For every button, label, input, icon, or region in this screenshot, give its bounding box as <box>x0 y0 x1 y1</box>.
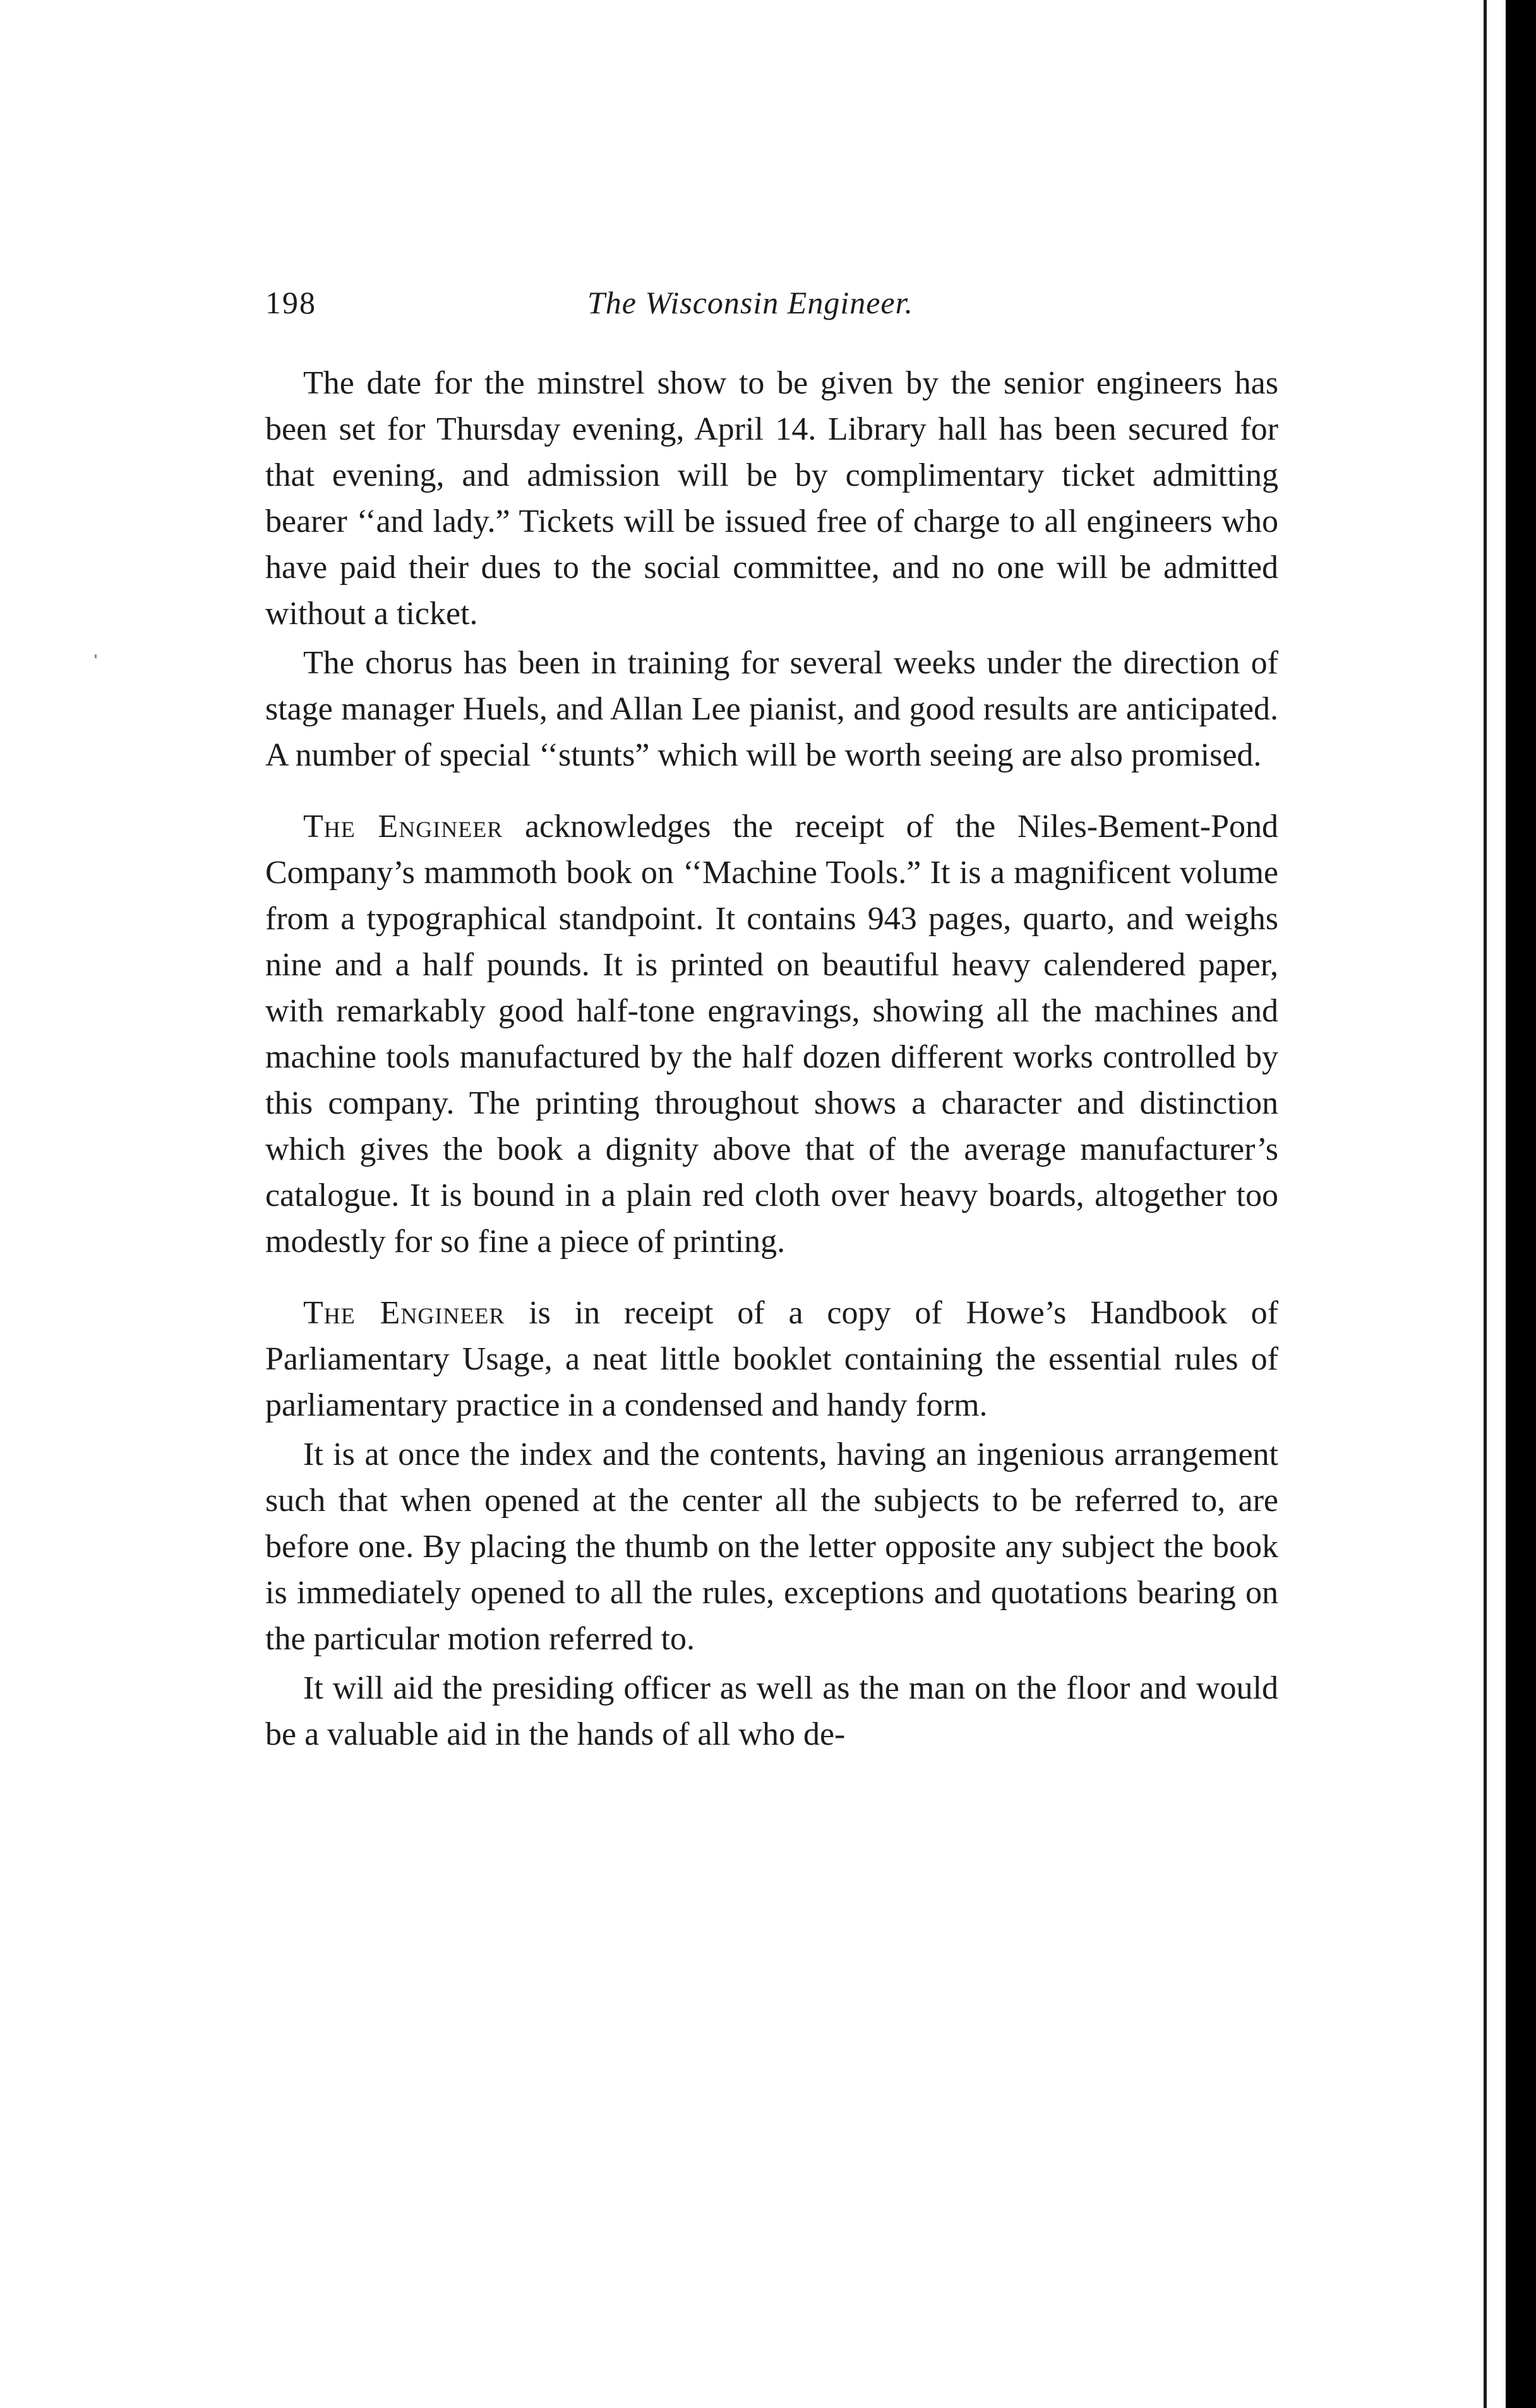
paragraph-howes-handbook <box>265 1290 1278 1428</box>
paragraph-text: is in receipt of a copy of Howe’s Handbook of Parliamentary Usage, a neat little booklet containing the essential rules of parliamentary practice in a condensed and handy form. <box>265 1295 1278 1423</box>
article-body <box>265 360 1278 1757</box>
paragraph-minstrel-show <box>265 360 1278 637</box>
paragraph-machine-tools <box>265 804 1278 1265</box>
paragraph-lead: The Engineer <box>303 1295 505 1331</box>
paragraph-presiding-officer <box>265 1665 1278 1757</box>
paragraph-index-contents <box>265 1431 1278 1662</box>
paragraph-text: The date for the minstrel show to be given by the senior engineers has been set for Thursday evening, April 14. Library hall has been secured for that evening, and admission will be by complimentary ticket admitting bearer ‘‘and lady.” Tickets will be issued free of charge to all engineers who have paid their dues to the social committee, and no one will be admitted without a ticket. <box>265 365 1278 632</box>
paragraph-text: It is at once the index and the contents, having an ingenious arrangement such that when opened at the center all the subjects to be referred to, are before one. By placing the thumb on the letter opposite any subject the book is immediately opened to all the rules, exceptions and quotations bearing on the particular motion referred to. <box>265 1436 1278 1657</box>
scan-edge-line <box>1484 0 1487 2408</box>
paragraph-lead: The Engineer <box>303 809 503 845</box>
journal-title: The Wisconsin Engineer. <box>587 285 914 320</box>
page-number: 198 <box>265 285 316 320</box>
paragraph-text: The chorus has been in training for several weeks under the direction of stage manager Huels, and Allan Lee pianist, and good results are anticipated. A number of special ‘‘stunts” which will be worth seeing are also promised. <box>265 645 1278 773</box>
running-head <box>265 278 1276 335</box>
paragraph-chorus <box>265 640 1278 778</box>
paragraph-text: It will aid the presiding officer as well as the man on the floor and would be a valuable aid in the hands of all who de- <box>265 1670 1278 1752</box>
scan-edge-bar <box>1506 0 1536 2408</box>
paragraph-text: acknowledges the receipt of the Niles-Bement-Pond Company’s mammoth book on ‘‘Machine Tools.” It is a magnificent volume from a typographical standpoint. It contains 943 pages, quarto, and weighs nine and a half pounds. It is printed on beautiful heavy calendered paper, with remarkably good half-tone engravings, showing all the machines and machine tools manufactured by the half dozen different works controlled by this company. The printing throughout shows a character and distinction which gives the book a dignity above that of the average manufacturer’s catalogue. It is bound in a plain red cloth over heavy boards, altogether too modestly for so fine a piece of printing. <box>265 809 1278 1260</box>
scan-speck <box>95 654 97 658</box>
